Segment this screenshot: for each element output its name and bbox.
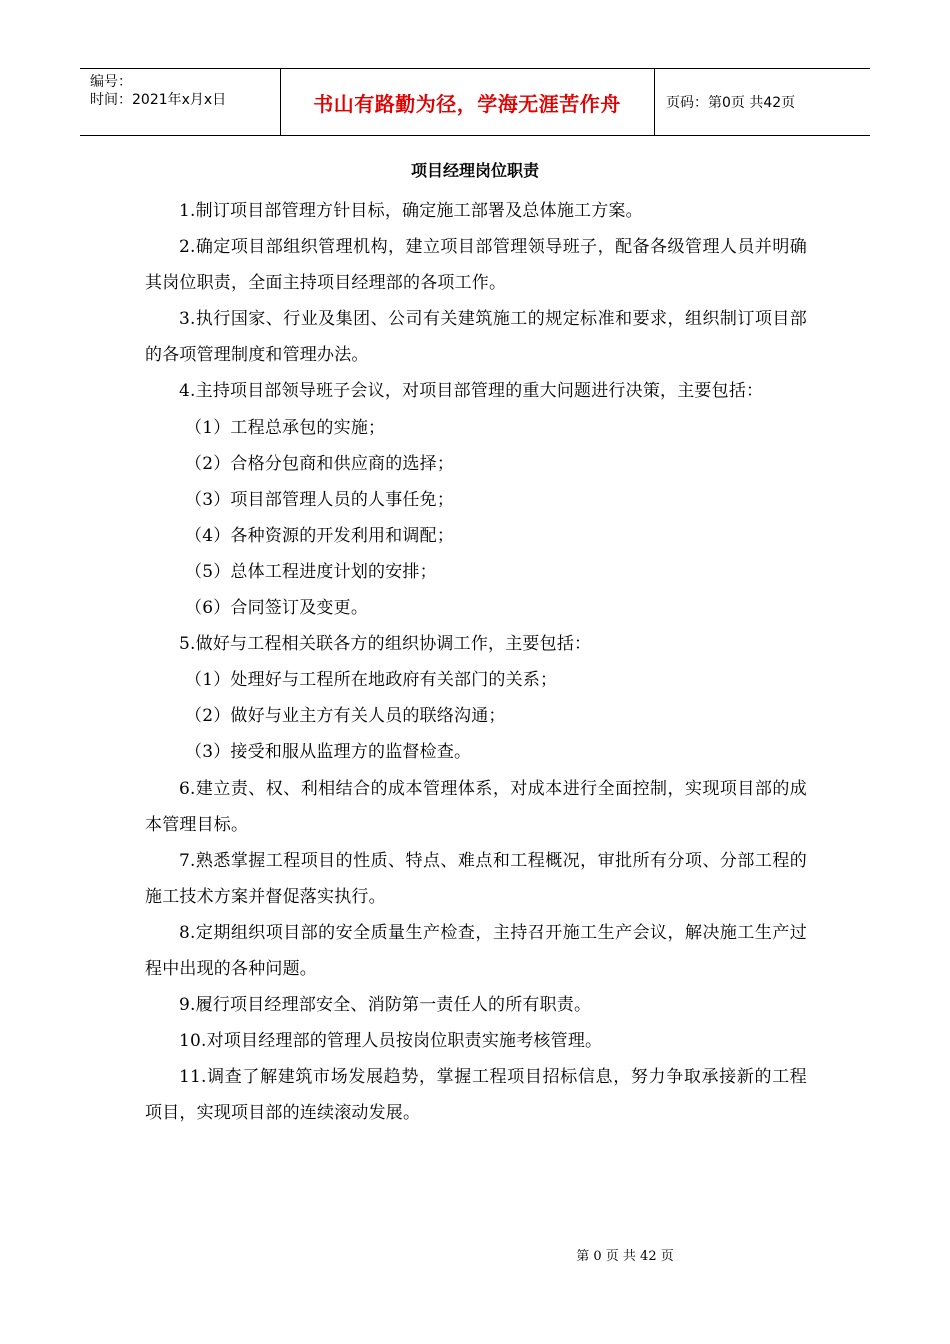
header-meta: [80, 69, 280, 135]
document-title: 项目经理岗位职责: [410, 161, 539, 180]
paragraph-2: 2.确定项目部组织管理机构，建立项目部管理领导班子，配备各级管理人员并明确其岗位职责，全面主持项目经理部的各项工作。: [145, 237, 807, 294]
list-item: （1）工程总承包的实施；: [185, 417, 386, 438]
paragraph-6: 6.建立责、权、利相结合的成本管理体系，对成本进行全面控制，实现项目部的成本管理目标。: [145, 778, 807, 835]
motto: 书山有路勤为径，学海无涯苦作舟: [313, 91, 621, 116]
paragraph-4: 4.主持项目部领导班子会议，对项目部管理的重大问题进行决策，主要包括：: [179, 381, 764, 402]
list-item: （6）合同签订及变更。: [185, 598, 369, 619]
list-item: （4）各种资源的开发利用和调配；: [185, 525, 455, 546]
time-label: 时间：2021年x月x日: [90, 92, 227, 108]
paragraph-7: 7.熟悉掌握工程项目的性质、特点、难点和工程概况，审批所有分项、分部工程的施工技术方案并督促落实执行。: [145, 850, 807, 907]
list-item: （3）接受和服从监理方的监督检查。: [185, 742, 472, 763]
header-page-cell: [656, 69, 870, 135]
header-divider-right: [654, 69, 655, 135]
list-item: （1）处理好与工程所在地政府有关部门的关系；: [185, 670, 558, 691]
list-item: （3）项目部管理人员的人事任免；: [185, 489, 455, 510]
paragraph-10: 10.对项目经理部的管理人员按岗位职责实施考核管理。: [179, 1031, 603, 1052]
header-table: [80, 68, 870, 136]
page-info: 页码：第0页 共42页: [666, 95, 796, 111]
list-item: （5）总体工程进度计划的安排；: [185, 561, 437, 582]
paragraph-1: 1.制订项目部管理方针目标，确定施工部署及总体施工方案。: [179, 201, 643, 221]
paragraph-9: 9.履行项目经理部安全、消防第一责任人的所有职责。: [179, 995, 592, 1016]
paragraph-5: 5.做好与工程相关联各方的组织协调工作，主要包括：: [179, 634, 592, 655]
number-label: 编号：: [90, 74, 132, 90]
document-body: [145, 193, 807, 1131]
paragraph-3: 3.执行国家、行业及集团、公司有关建筑施工的规定标准和要求，组织制订项目部的各项管理制度和管理办法。: [145, 309, 807, 366]
paragraph-8: 8.定期组织项目部的安全质量生产检查，主持召开施工生产会议，解决施工生产过程中出现的各种问题。: [145, 922, 807, 979]
list-item: （2）合格分包商和供应商的选择；: [185, 453, 455, 474]
header-motto-cell: [280, 69, 654, 135]
page-footer: 第 0 页 共 42 页: [576, 1249, 674, 1264]
list-item: （2）做好与业主方有关人员的联络沟通；: [185, 706, 506, 727]
paragraph-11: 11.调查了解建筑市场发展趋势，掌握工程项目招标信息，努力争取承接新的工程项目，实现项目部的连续滚动发展。: [145, 1067, 807, 1124]
